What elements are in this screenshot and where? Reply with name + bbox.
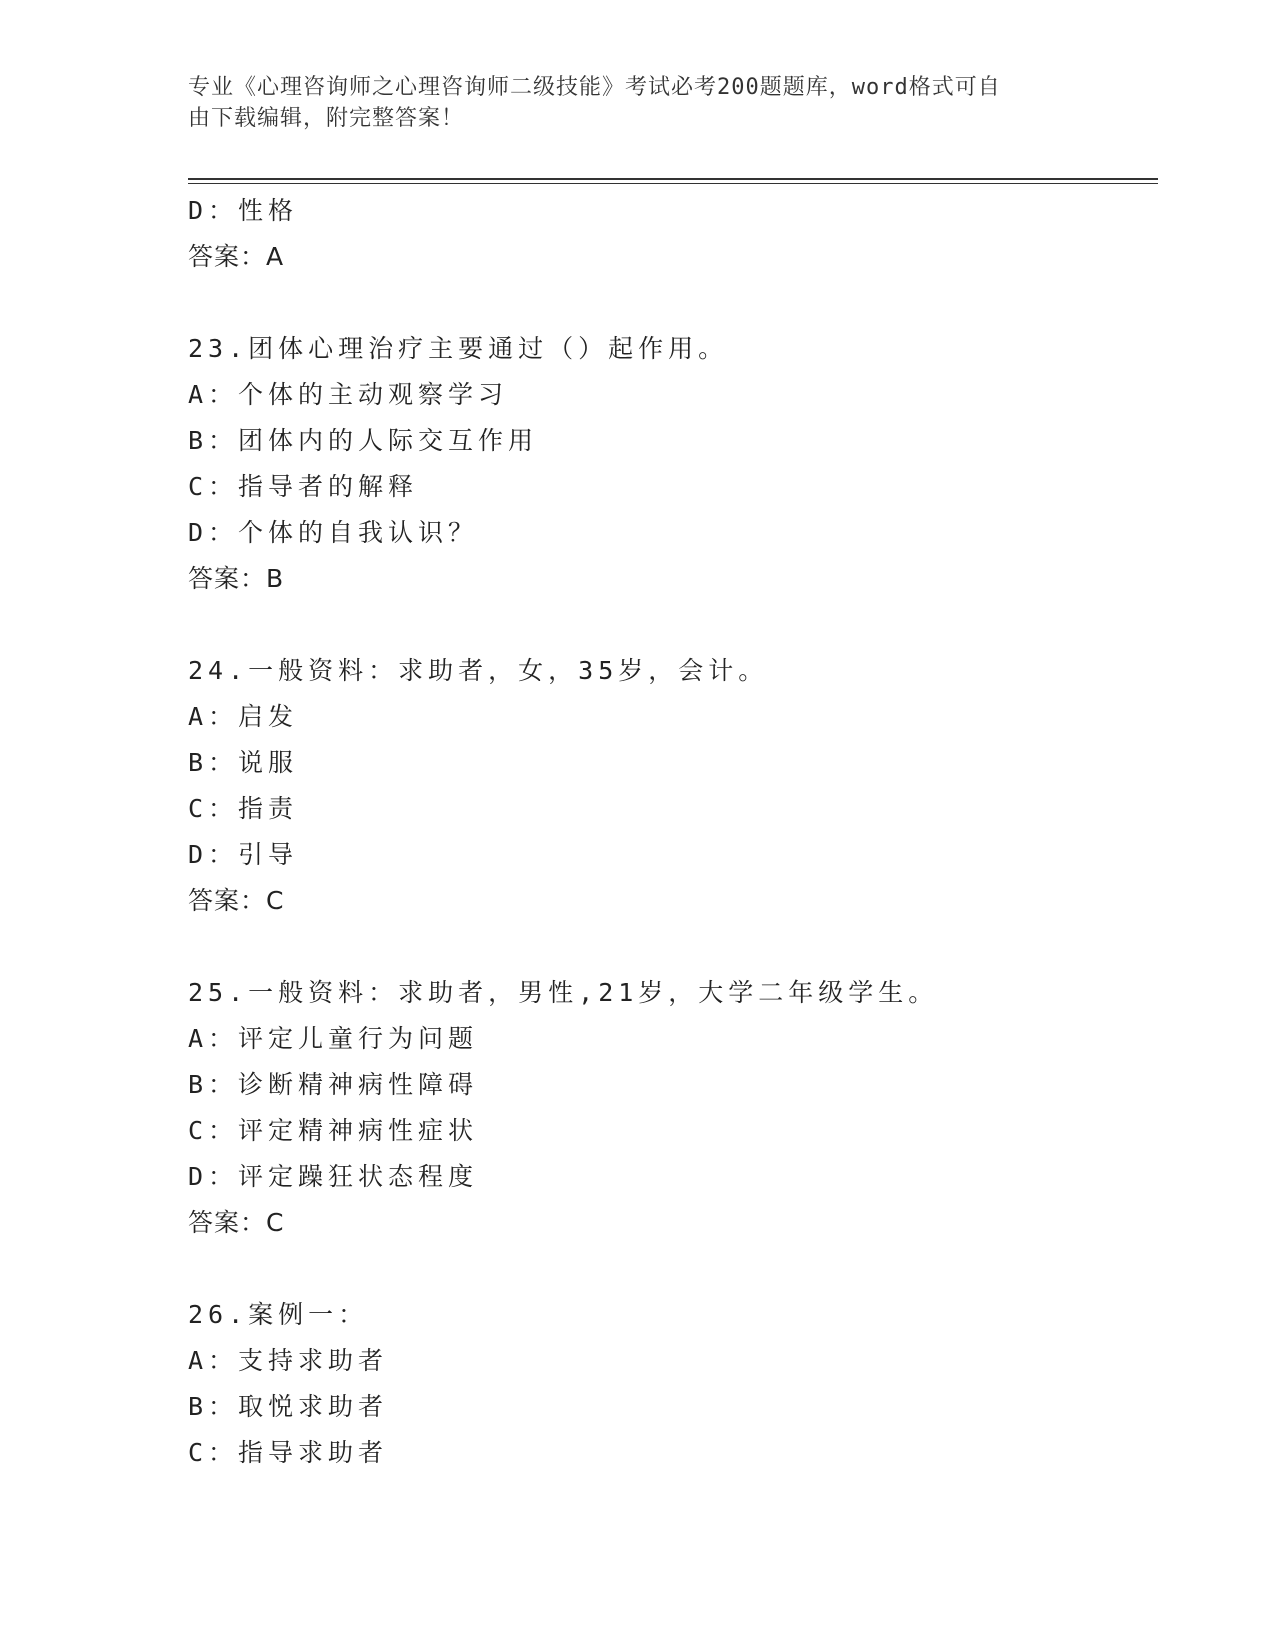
question-stem: 26.案例一：	[188, 1300, 369, 1329]
option-a: A：个体的主动观察学习	[188, 380, 509, 409]
answer-line: 答案：C	[188, 1208, 285, 1237]
spacer	[188, 1246, 1148, 1292]
option-b: B：诊断精神病性障碍	[188, 1070, 479, 1099]
question-26	[188, 1292, 1148, 1476]
header-divider-thin	[188, 183, 1158, 184]
question-stem: 25.一般资料：求助者，男性,21岁，大学二年级学生。	[188, 978, 939, 1007]
spacer	[188, 924, 1148, 970]
option-c: C：评定精神病性症状	[188, 1116, 479, 1145]
option-b: B：团体内的人际交互作用	[188, 426, 539, 455]
answer-line: 答案：B	[188, 564, 285, 593]
answer-line: 答案：A	[188, 242, 285, 271]
option-c: C：指责	[188, 794, 299, 823]
header-line-1: 专业《心理咨询师之心理咨询师二级技能》考试必考200题题库，word格式可自	[188, 75, 1001, 100]
answer-line: 答案：C	[188, 886, 285, 915]
option-d: D：引导	[188, 840, 299, 869]
option-a: A：启发	[188, 702, 299, 731]
option-b: B：说服	[188, 748, 299, 777]
question-stem: 23.团体心理治疗主要通过（）起作用。	[188, 334, 729, 363]
question-24	[188, 648, 1148, 970]
document-header	[188, 72, 1088, 134]
option-d: D：评定躁狂状态程度	[188, 1162, 479, 1191]
question-list	[188, 188, 1148, 1476]
option-a: A：支持求助者	[188, 1346, 389, 1375]
option-a: A：评定儿童行为问题	[188, 1024, 479, 1053]
spacer	[188, 280, 1148, 326]
option-b: B：取悦求助者	[188, 1392, 389, 1421]
option-c: C：指导者的解释	[188, 472, 419, 501]
question-stem: 24.一般资料：求助者，女，35岁，会计。	[188, 656, 769, 685]
header-line-2: 由下载编辑，附完整答案！	[188, 106, 465, 131]
question-25	[188, 970, 1148, 1292]
spacer	[188, 602, 1148, 648]
question-23	[188, 326, 1148, 648]
option-d: D：个体的自我认识？	[188, 518, 479, 547]
header-divider-thick	[188, 178, 1158, 180]
option-d: D：性格	[188, 196, 299, 225]
option-c: C：指导求助者	[188, 1438, 389, 1467]
